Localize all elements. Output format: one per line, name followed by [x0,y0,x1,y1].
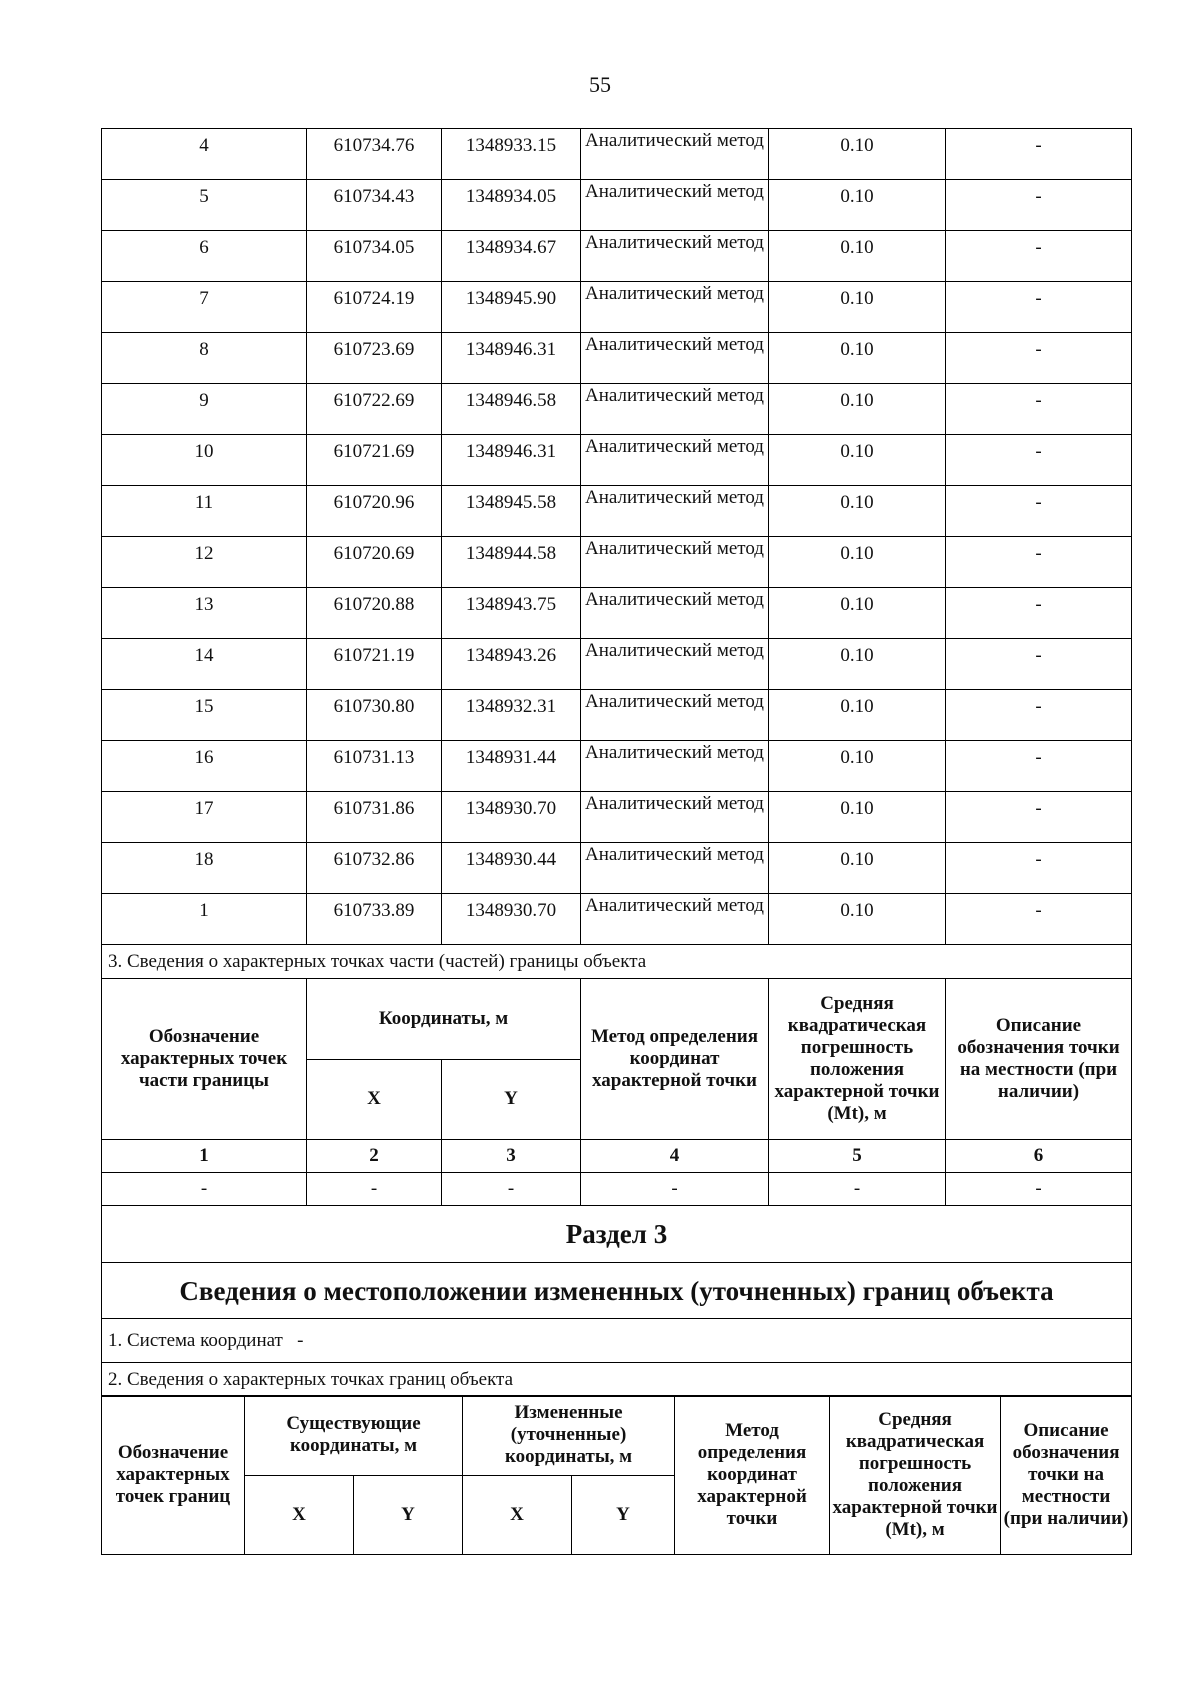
header-y: Y [442,1059,581,1140]
empty-cell: - [442,1173,581,1206]
point-number-cell: 15 [102,690,307,741]
point-number-cell: 8 [102,333,307,384]
mt-cell: 0.10 [769,333,946,384]
col-index: 4 [581,1140,769,1173]
section3-subtitle: Сведения о местоположении измененных (уточненных) границ объекта [102,1263,1132,1319]
x-coordinate-cell: 610720.88 [307,588,442,639]
point-number-cell: 12 [102,537,307,588]
col-index: 3 [442,1140,581,1173]
y-coordinate-cell: 1348943.75 [442,588,581,639]
description-cell: - [946,792,1132,843]
y-coordinate-cell: 1348945.90 [442,282,581,333]
point-number-cell: 9 [102,384,307,435]
part3-title-row [102,945,1132,979]
x-coordinate-cell: 610731.13 [307,741,442,792]
x-coordinate-cell: 610724.19 [307,282,442,333]
mt-cell: 0.10 [769,282,946,333]
coord-system-row [102,1319,1132,1363]
point-number-cell: 16 [102,741,307,792]
y-coordinate-cell: 1348932.31 [442,690,581,741]
col-index: 2 [307,1140,442,1173]
x-coordinate-cell: 610734.43 [307,180,442,231]
mt-cell: 0.10 [769,792,946,843]
header-method: Метод определения координат характерной точки [581,979,769,1140]
header-designation: Обозначение характерных точек части границы [102,979,307,1140]
description-cell: - [946,486,1132,537]
y-coordinate-cell: 1348931.44 [442,741,581,792]
description-cell: - [946,384,1132,435]
table-row [102,129,1132,180]
x-coordinate-cell: 610733.89 [307,894,442,945]
x-coordinate-cell: 610720.96 [307,486,442,537]
point-number-cell: 10 [102,435,307,486]
part3-title: Сведения о характерных точках части (частей) границы объекта [127,950,647,972]
table-row [102,843,1132,894]
col-index: 5 [769,1140,946,1173]
table-row [102,435,1132,486]
description-cell: - [946,894,1132,945]
mt-cell: 0.10 [769,180,946,231]
header-mt: Средняя квадратическая погрешность положения характерной точки (Mt), м [769,979,946,1140]
x-coordinate-cell: 610731.86 [307,792,442,843]
page-number: 55 [589,72,611,97]
mt-cell: 0.10 [769,741,946,792]
x-coordinate-cell: 610734.76 [307,129,442,180]
description-cell: - [946,180,1132,231]
header-changed-coords: Измененные (уточненные) координаты, м [463,1396,675,1476]
mt-cell: 0.10 [769,129,946,180]
header-desc: Описание обозначения точки на местности (при наличии) [1001,1396,1132,1555]
y-coordinate-cell: 1348930.70 [442,792,581,843]
point-number-cell: 14 [102,639,307,690]
mt-cell: 0.10 [769,384,946,435]
header-method: Метод определения координат характерной точки [675,1396,830,1555]
mt-cell: 0.10 [769,435,946,486]
x-coordinate-cell: 610721.69 [307,435,442,486]
method-cell: Аналитический метод [581,333,769,384]
table-row [102,741,1132,792]
table-row [102,537,1132,588]
header-changed-x: X [463,1475,572,1555]
method-cell: Аналитический метод [581,282,769,333]
method-cell: Аналитический метод [581,894,769,945]
coord-system-number: 1. [108,1329,123,1351]
mt-cell: 0.10 [769,843,946,894]
header-existing-x: X [245,1475,354,1555]
table-row [102,486,1132,537]
y-coordinate-cell: 1348944.58 [442,537,581,588]
header-designation: Обозначение характерных точек границ [102,1396,245,1555]
points-label-row [102,1363,1132,1397]
empty-cell: - [102,1173,307,1206]
changed-boundaries-header-table [101,1395,1132,1555]
x-coordinate-cell: 610730.80 [307,690,442,741]
method-cell: Аналитический метод [581,639,769,690]
method-cell: Аналитический метод [581,231,769,282]
section3-subtitle-row [102,1263,1132,1319]
mt-cell: 0.10 [769,894,946,945]
description-cell: - [946,690,1132,741]
mt-cell: 0.10 [769,588,946,639]
point-number-cell: 17 [102,792,307,843]
method-cell: Аналитический метод [581,180,769,231]
header-mt: Средняя квадратическая погрешность положения характерной точки (Mt), м [830,1396,1001,1555]
empty-cell: - [769,1173,946,1206]
y-coordinate-cell: 1348933.15 [442,129,581,180]
empty-cell: - [946,1173,1132,1206]
point-number-cell: 7 [102,282,307,333]
y-coordinate-cell: 1348934.67 [442,231,581,282]
empty-cell: - [307,1173,442,1206]
description-cell: - [946,843,1132,894]
point-number-cell: 11 [102,486,307,537]
mt-cell: 0.10 [769,639,946,690]
point-number-cell: 18 [102,843,307,894]
table-row [102,282,1132,333]
section3-title: Раздел 3 [102,1206,1132,1263]
table-row [102,180,1132,231]
y-coordinate-cell: 1348930.70 [442,894,581,945]
mt-cell: 0.10 [769,231,946,282]
table-row [102,588,1132,639]
x-coordinate-cell: 610734.05 [307,231,442,282]
description-cell: - [946,639,1132,690]
description-cell: - [946,129,1132,180]
mt-cell: 0.10 [769,486,946,537]
x-coordinate-cell: 610732.86 [307,843,442,894]
x-coordinate-cell: 610723.69 [307,333,442,384]
table-row [102,384,1132,435]
method-cell: Аналитический метод [581,384,769,435]
y-coordinate-cell: 1348930.44 [442,843,581,894]
mt-cell: 0.10 [769,690,946,741]
point-number-cell: 13 [102,588,307,639]
boundary-points-table [101,128,1132,1397]
y-coordinate-cell: 1348946.31 [442,435,581,486]
method-cell: Аналитический метод [581,588,769,639]
coord-system-label: Система координат [127,1329,283,1351]
x-coordinate-cell: 610720.69 [307,537,442,588]
header-existing-coords: Существующие координаты, м [245,1396,463,1476]
column-index-row [102,1140,1132,1173]
method-cell: Аналитический метод [581,486,769,537]
description-cell: - [946,333,1132,384]
x-coordinate-cell: 610722.69 [307,384,442,435]
method-cell: Аналитический метод [581,435,769,486]
description-cell: - [946,435,1132,486]
point-number-cell: 6 [102,231,307,282]
points-label: Сведения о характерных точках границ объекта [127,1368,514,1390]
coord-system-value: - [297,1329,304,1351]
empty-cell: - [581,1173,769,1206]
header-coords: Координаты, м [307,979,581,1060]
description-cell: - [946,741,1132,792]
points-number: 2. [108,1368,123,1390]
table-row [102,894,1132,945]
table-row [102,231,1132,282]
description-cell: - [946,282,1132,333]
mt-cell: 0.10 [769,537,946,588]
method-cell: Аналитический метод [581,741,769,792]
section3-title-row [102,1206,1132,1263]
method-cell: Аналитический метод [581,690,769,741]
table-row [102,792,1132,843]
y-coordinate-cell: 1348934.05 [442,180,581,231]
point-number-cell: 4 [102,129,307,180]
part3-header-row [102,979,1132,1060]
method-cell: Аналитический метод [581,537,769,588]
header-x: X [307,1059,442,1140]
point-number-cell: 1 [102,894,307,945]
header-existing-y: Y [354,1475,463,1555]
col-index: 1 [102,1140,307,1173]
header-changed-y: Y [572,1475,675,1555]
description-cell: - [946,537,1132,588]
method-cell: Аналитический метод [581,129,769,180]
part3-number: 3. [108,950,123,972]
point-number-cell: 5 [102,180,307,231]
table-row [102,690,1132,741]
method-cell: Аналитический метод [581,792,769,843]
col-index: 6 [946,1140,1132,1173]
method-cell: Аналитический метод [581,843,769,894]
x-coordinate-cell: 610721.19 [307,639,442,690]
header-desc: Описание обозначения точки на местности (при наличии) [946,979,1132,1140]
y-coordinate-cell: 1348946.31 [442,333,581,384]
table-row [102,333,1132,384]
table-row [102,639,1132,690]
description-cell: - [946,588,1132,639]
empty-row [102,1173,1132,1206]
y-coordinate-cell: 1348943.26 [442,639,581,690]
y-coordinate-cell: 1348946.58 [442,384,581,435]
y-coordinate-cell: 1348945.58 [442,486,581,537]
description-cell: - [946,231,1132,282]
